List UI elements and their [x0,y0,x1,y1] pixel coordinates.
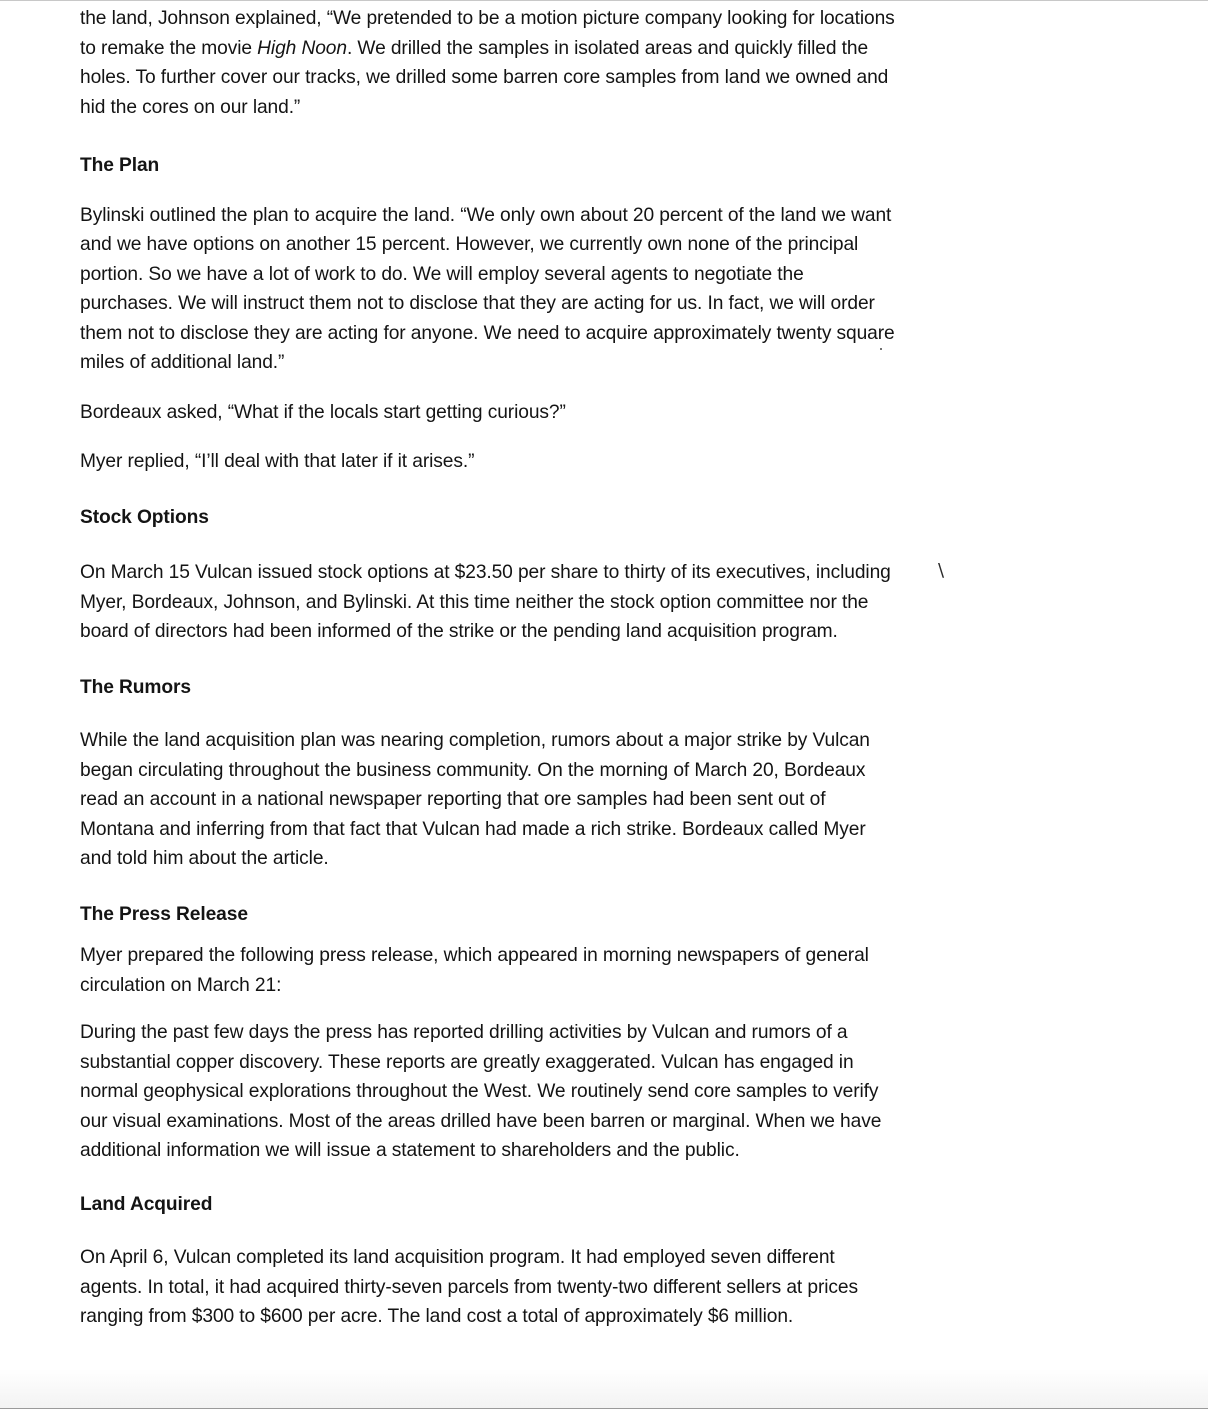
top-edge-rule [0,0,1208,1]
document-page [80,4,900,1332]
heading-stock-options: Stock Options [80,506,209,528]
intro-paragraph [80,4,900,122]
stray-dot-mark [880,348,882,350]
land-acquired-paragraph: On April 6, Vulcan completed its land acquisition program. It had employed seven different agents. In total, it had acquired thirty-seven parcels from twenty-two different sellers at prices ranging from $300 to $600 per acre. The land cost a total of approximately $6 million. [80,1247,858,1327]
movie-title: High Noon [257,37,347,59]
rumors-paragraph: While the land acquisition plan was nearing completion, rumors about a major strike by Vulcan began circulating throughout the business community. On the morning of March 20, Bordeaux read an account in a national newspaper reporting that ore samples had been sent out of Montana and inferring from that fact that Vulcan had made a rich strike. Bordeaux called Myer and told him about the article. [80,730,870,869]
press-release-intro: Myer prepared the following press release, which appeared in morning newspapers of general circulation on March 21: [80,945,869,996]
heading-land-acquired: Land Acquired [80,1193,213,1215]
heading-press-release: The Press Release [80,903,248,925]
plan-paragraph-1: Bylinski outlined the plan to acquire the land. “We only own about 20 percent of the land we want and we have options on another 15 percent. However, we currently own none of the principal portion. So we have a lot of work to do. We will employ several agents to negotiate the purchases. We will instruct them not to disclose that they are acting for us. In fact, we will order them not to disclose they are acting for anyone. We need to acquire approximately twenty square miles of additional land.” [80,204,895,373]
press-release-quote: During the past few days the press has reported drilling activities by Vulcan and rumors of a substantial copper discovery. These reports are greatly exaggerated. Vulcan has engaged in normal geophysical explorations throughout the West. We routinely send core samples to verify our visual examinations. Most of the areas drilled have been barren or marginal. When we have additional information we will issue a statement to shareholders and the public. [80,1022,882,1161]
intro-text-end: . We drilled the samples in isolated areas and quickly filled the holes. To further cover our tracks, we drilled some barren core samples from land we owned and hid the cores on our land.” [80,37,889,118]
stock-options-paragraph: On March 15 Vulcan issued stock options at $23.50 per share to thirty of its executives, including Myer, Bordeaux, Johnson, and Bylinski. At this time neither the stock option committee nor the board of directors had been informed of the strike or the pending land acquisition program. [80,562,891,642]
heading-the-rumors: The Rumors [80,676,191,698]
plan-paragraph-3: Myer replied, “I’ll deal with that later if it arises.” [80,451,475,472]
intro-text-start: the land, Johnson explained, “We pretended to be a motion picture company looking for locations to remake the movie [80,8,895,59]
stray-pen-mark: \ [938,560,945,581]
scan-bottom-shadow [0,1369,1208,1409]
plan-paragraph-2: Bordeaux asked, “What if the locals start getting curious?” [80,401,566,423]
heading-the-plan: The Plan [80,155,160,176]
